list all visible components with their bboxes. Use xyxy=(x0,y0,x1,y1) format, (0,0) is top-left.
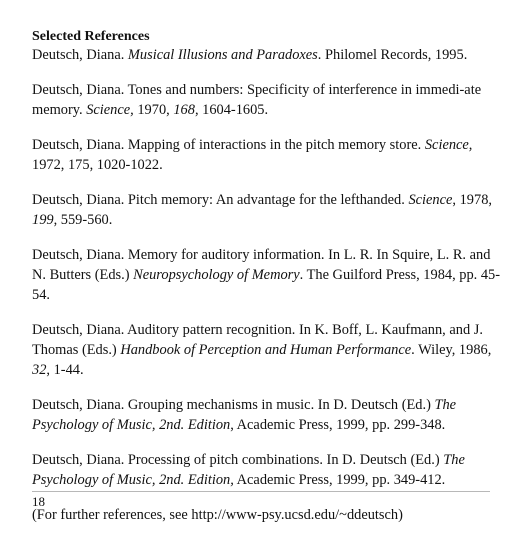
reference-entry xyxy=(32,80,502,120)
reference-text: Deutsch, Diana. Memory for auditory information. In L. R. In Squire, L. R. and N. Butters (Eds.) xyxy=(32,247,491,283)
reference-italic-text: 168 xyxy=(173,102,195,118)
section-heading: Selected References xyxy=(32,29,150,44)
reference-text: . The Guilford Press, 1984, pp. 45-54. xyxy=(32,267,501,303)
reference-text: , 1978, xyxy=(452,192,492,208)
reference-entry xyxy=(32,245,502,305)
reference-text: Academic Press, 1999, pp. 349-412. xyxy=(233,472,446,488)
reference-entry xyxy=(32,505,502,525)
reference-entry xyxy=(32,450,502,490)
references-page xyxy=(32,29,502,540)
reference-italic-text: 199 xyxy=(32,212,54,228)
reference-italic-text: Science, xyxy=(86,102,134,118)
reference-text: , 559-560. xyxy=(53,212,113,228)
reference-text: , 1604-1605. xyxy=(194,102,269,118)
reference-text: 1970, xyxy=(133,102,174,118)
reference-text: (For further references, see http://www-psy.ucsd.edu/~ddeutsch) xyxy=(32,507,403,523)
reference-text: Deutsch, Diana. Pitch memory: An advantage for the lefthanded. xyxy=(32,192,409,208)
reference-italic-text: Handbook of Perception and Human Performance xyxy=(120,342,412,358)
reference-italic-text: Musical Illusions and Paradoxes xyxy=(127,47,318,63)
reference-text: Deutsch, Diana. Processing of pitch combinations. In D. Deutsch (Ed.) xyxy=(32,452,444,468)
reference-entry xyxy=(32,135,502,175)
reference-text: 1972, 175, 1020-1022. xyxy=(32,157,163,173)
page-number: 18 xyxy=(32,494,45,509)
reference-text: . Wiley, 1986, xyxy=(411,342,492,358)
reference-italic-text: Neuropsychology of Memory xyxy=(133,267,300,283)
reference-italic-text: Science xyxy=(408,192,453,208)
reference-italic-text: The Psychology of Music, 2nd. Edition, xyxy=(32,452,465,488)
reference-italic-text: 32 xyxy=(32,362,47,378)
reference-text: Deutsch, Diana. Auditory pattern recognition. In K. Boff, L. Kaufmann, and J. Thomas (Eds.) xyxy=(32,322,483,358)
reference-entry xyxy=(32,395,502,435)
reference-text: Deutsch, Diana. xyxy=(32,47,128,63)
reference-text: Deutsch, Diana. Grouping mechanisms in music. In D. Deutsch (Ed.) xyxy=(32,397,435,413)
reference-text: . Philomel Records, 1995. xyxy=(317,47,468,63)
reference-italic-text: The Psychology of Music, 2nd. Edition xyxy=(32,397,457,433)
reference-text: , 1-44. xyxy=(46,362,84,378)
reference-text: Deutsch, Diana. Mapping of interactions in the pitch memory store. xyxy=(32,137,425,153)
reference-italic-text: Science, xyxy=(424,137,473,153)
reference-text: Deutsch, Diana. Tones and numbers: Specificity of interference in immedi-ate memory. xyxy=(32,82,482,118)
reference-entry xyxy=(32,45,502,65)
reference-entry xyxy=(32,190,502,230)
reference-text: , Academic Press, 1999, pp. 299-348. xyxy=(230,417,446,433)
reference-list xyxy=(32,45,502,525)
reference-entry xyxy=(32,320,502,380)
footer-divider xyxy=(32,491,490,492)
